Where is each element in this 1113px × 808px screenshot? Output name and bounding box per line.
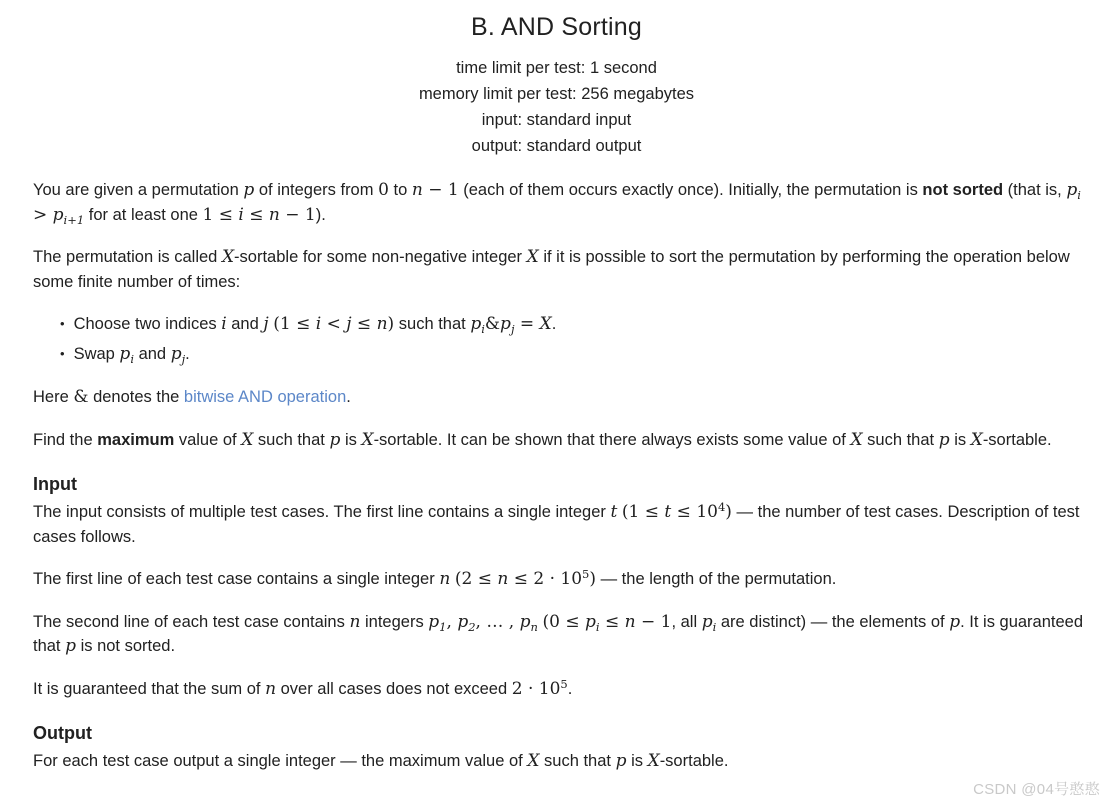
problem-title: B. AND Sorting bbox=[471, 13, 642, 41]
math-literal: ≤ bbox=[243, 204, 269, 225]
math-variable: n bbox=[349, 611, 361, 632]
math-literal: (2 ≤ bbox=[454, 569, 498, 589]
math-literal: (1 ≤ bbox=[273, 314, 316, 334]
text-run: The permutation is called bbox=[33, 248, 222, 266]
paragraph bbox=[33, 178, 1099, 227]
problem-statement bbox=[0, 178, 1113, 774]
text-run: -sortable. bbox=[982, 430, 1052, 449]
math-literal: (1 ≤ bbox=[621, 502, 665, 522]
problem-meta bbox=[0, 55, 1113, 159]
math-literal: ) bbox=[589, 569, 597, 589]
math-literal: = bbox=[514, 314, 540, 334]
math-variable: $p_i$ bbox=[701, 611, 717, 634]
text-run: are distinct) — the elements of bbox=[716, 612, 950, 631]
text-run: -sortable. It can be shown that there always exists some value of bbox=[373, 430, 851, 449]
text-run: . bbox=[346, 388, 351, 406]
text-run: such that bbox=[394, 315, 471, 333]
math-variable: $p_{i+1}$ bbox=[52, 204, 85, 227]
math-variable: X bbox=[361, 429, 374, 450]
text-run: , all bbox=[671, 612, 702, 631]
math-variable: $p_j$ bbox=[500, 314, 515, 336]
math-variable: n bbox=[411, 180, 423, 200]
text-run: . bbox=[567, 679, 573, 698]
math-literal: < bbox=[321, 314, 347, 334]
text-run: for at least one bbox=[84, 205, 203, 224]
math-variable: p bbox=[615, 751, 627, 771]
math-variable: X bbox=[526, 247, 539, 267]
problem-header bbox=[0, 0, 1113, 159]
math-literal: ) bbox=[725, 502, 732, 522]
text-run: -sortable for some non-negative integer bbox=[234, 248, 527, 266]
text-run: denotes the bbox=[88, 388, 184, 406]
math-variable: i bbox=[238, 204, 244, 225]
math-variable: t bbox=[664, 502, 672, 522]
math-variable: i bbox=[315, 314, 322, 334]
text-run: You are given a permutation bbox=[33, 181, 244, 199]
paragraph bbox=[33, 677, 1099, 702]
memory-limit: memory limit per test: 256 megabytes bbox=[418, 85, 695, 103]
math-variable: n bbox=[376, 314, 388, 334]
paragraph bbox=[33, 749, 1099, 774]
math-literal: ≤ bbox=[351, 314, 377, 334]
operation-list bbox=[33, 312, 1099, 367]
text-run: is bbox=[340, 430, 362, 449]
math-variable: p bbox=[949, 611, 961, 632]
text-run: such that bbox=[253, 430, 330, 449]
paragraph bbox=[33, 567, 1099, 592]
math-variable: $p_i$ bbox=[584, 611, 600, 634]
math-variable: j bbox=[263, 314, 269, 334]
math-variable: $p_n$ bbox=[519, 611, 538, 634]
text-run: value of bbox=[174, 430, 242, 449]
math-literal: (0 ≤ bbox=[542, 611, 585, 632]
math-literal: − 1 bbox=[635, 611, 672, 632]
math-variable: n bbox=[497, 569, 509, 589]
math-literal: 2 · bbox=[511, 678, 539, 699]
math-variable: $p_2$ bbox=[457, 611, 476, 634]
math-variable: t bbox=[610, 502, 618, 522]
text-run: if it is possible to sort the permutation by performing the operation below some finite number of times: bbox=[33, 248, 1070, 291]
math-literal: & bbox=[73, 387, 89, 407]
output-type: output: standard output bbox=[471, 137, 642, 155]
math-literal: , bbox=[446, 611, 458, 632]
csdn-watermark: CSDN @04号憨憨 bbox=[973, 781, 1100, 798]
text-run: to bbox=[388, 181, 412, 199]
text-run: is bbox=[626, 752, 648, 770]
text-run: Find the bbox=[33, 430, 98, 449]
math-literal: − 1 bbox=[279, 204, 316, 225]
time-limit: time limit per test: 1 second bbox=[456, 59, 657, 77]
text-run: . bbox=[185, 345, 190, 363]
text-run: and bbox=[226, 315, 264, 333]
text-run: -sortable. bbox=[659, 752, 729, 770]
math-variable: n bbox=[268, 204, 280, 225]
text-run: over all cases does not exceed bbox=[276, 679, 512, 698]
math-literal: ) bbox=[387, 314, 395, 334]
text-run: is bbox=[949, 430, 971, 449]
section-title-input: Input bbox=[33, 474, 77, 494]
math-variable: p bbox=[243, 180, 255, 200]
paragraph bbox=[33, 428, 1099, 453]
text-run: and bbox=[134, 345, 171, 363]
text-run: — the length of the permutation. bbox=[596, 570, 837, 588]
math-literal: $10^4$ bbox=[696, 500, 726, 522]
math-variable: $p_j$ bbox=[170, 344, 186, 366]
math-variable: $p_i$ bbox=[119, 344, 134, 366]
paragraph bbox=[33, 385, 1099, 410]
math-variable: X bbox=[970, 429, 983, 450]
text-run: It is guaranteed that the sum of bbox=[33, 679, 266, 698]
math-literal: > bbox=[33, 204, 53, 225]
text-run: integers bbox=[360, 612, 429, 631]
text-run: is not sorted. bbox=[76, 637, 176, 655]
math-variable: $p_i$ bbox=[1066, 180, 1081, 202]
math-variable: X bbox=[221, 247, 235, 267]
text-run: such that bbox=[539, 752, 616, 770]
math-variable: $p_1$ bbox=[428, 611, 447, 634]
math-literal: ≤ bbox=[599, 611, 625, 632]
text-run: ). bbox=[315, 205, 326, 224]
math-variable: X bbox=[850, 429, 863, 450]
math-literal: , … , bbox=[475, 611, 520, 632]
math-variable: X bbox=[539, 314, 552, 334]
text-run: — the number of test cases. Description of test cases follows. bbox=[33, 503, 1080, 546]
bold-text: not sorted bbox=[922, 181, 1004, 199]
math-literal: ≤ 2 · bbox=[508, 569, 561, 589]
text-run: (that is, bbox=[1003, 181, 1067, 199]
math-variable: i bbox=[221, 314, 227, 334]
text-run: The second line of each test case contains bbox=[33, 612, 350, 631]
section-title-output: Output bbox=[33, 723, 92, 743]
math-variable: X bbox=[527, 751, 540, 771]
math-variable: n bbox=[624, 611, 636, 632]
text-run: For each test case output a single integer — the maximum value of bbox=[33, 752, 528, 770]
bitwise-and-link[interactable]: bitwise AND operation bbox=[183, 388, 347, 406]
math-variable: X bbox=[241, 429, 254, 450]
bold-text: maximum bbox=[97, 430, 175, 449]
math-literal: 1 ≤ bbox=[202, 204, 239, 225]
math-variable: p bbox=[329, 429, 341, 450]
math-variable: p bbox=[65, 636, 76, 656]
text-run: . It is guaranteed that bbox=[33, 612, 1084, 655]
text-run: Choose two indices bbox=[73, 315, 222, 333]
math-variable: n bbox=[439, 569, 451, 589]
input-type: input: standard input bbox=[481, 111, 632, 129]
list-item bbox=[60, 342, 1099, 367]
text-run: (each of them occurs exactly once). Initially, the permutation is bbox=[458, 181, 923, 199]
math-literal: & bbox=[484, 314, 501, 334]
text-run: such that bbox=[862, 430, 939, 449]
math-variable: $p_i$ bbox=[470, 314, 485, 336]
math-variable: X bbox=[647, 751, 660, 771]
math-variable: n bbox=[265, 678, 277, 699]
math-variable: j bbox=[346, 314, 352, 334]
paragraph bbox=[33, 500, 1099, 549]
math-literal: $10^5$ bbox=[560, 567, 590, 589]
math-literal: ≤ bbox=[671, 502, 697, 522]
text-run: Here bbox=[33, 388, 74, 406]
paragraph bbox=[33, 610, 1099, 659]
text-run: of integers from bbox=[254, 181, 379, 199]
math-literal: $10^5$ bbox=[538, 676, 568, 699]
math-literal: − 1 bbox=[422, 180, 459, 200]
text-run: The first line of each test case contains a single integer bbox=[33, 570, 440, 588]
math-literal: 0 bbox=[378, 180, 389, 200]
text-run: . bbox=[551, 315, 557, 333]
text-run: Swap bbox=[73, 345, 120, 363]
paragraph bbox=[33, 245, 1099, 294]
text-run: The input consists of multiple test cases. The first line contains a single integer bbox=[33, 503, 611, 521]
math-variable: p bbox=[938, 429, 950, 450]
list-item bbox=[60, 312, 1099, 337]
